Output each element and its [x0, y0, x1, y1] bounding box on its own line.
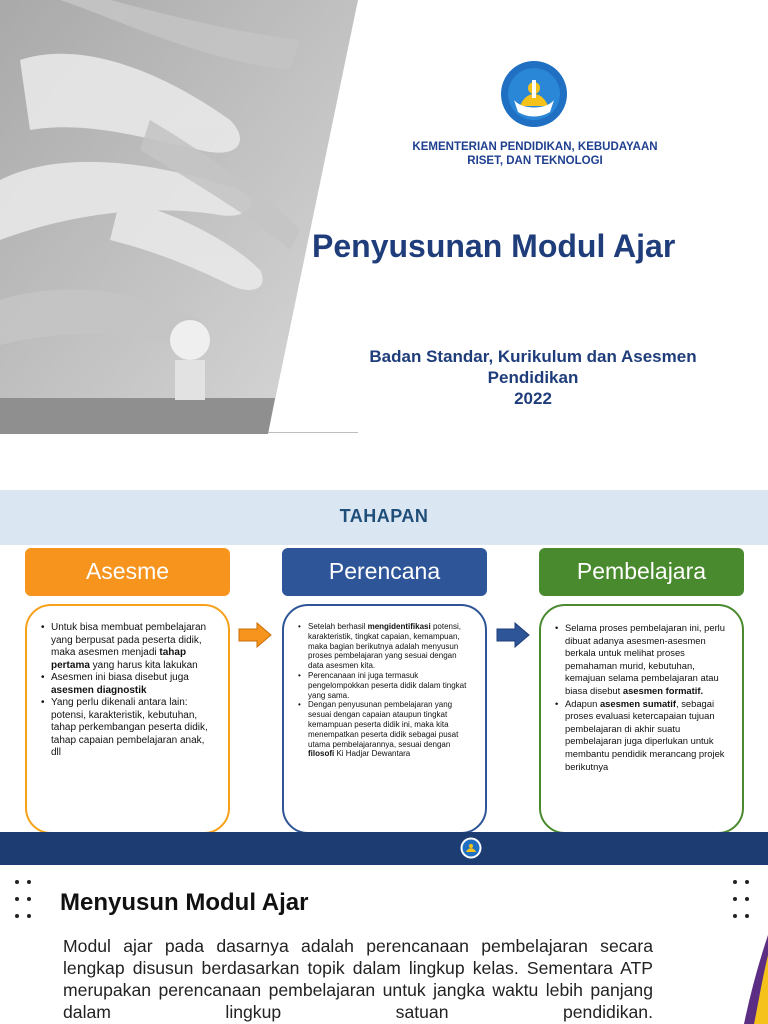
stage-box-pembelajaran: [539, 604, 744, 834]
tut-wuri-handayani-logo: [460, 837, 482, 859]
bullet-item: • Dengan penyusunan pembelajaran yang sesuai dengan capaian ataupun tingkat kemampuan peserta didik ini, maka kita menempatkan peserta didik sebagai pusat utama pembelajarannya, sesuai dengan filosofi Ki Hadjar Dewantara: [298, 700, 471, 759]
cover-year: 2022: [514, 389, 552, 408]
cover-slide: [0, 0, 768, 440]
bullet-item: • Adapun asesmen sumatif, sebagai proses evaluasi ketercapaian tujuan pembelajaran di akhir suatu pembelajaran juga diperlukan untuk membantu pendidik merancang projek berikutnya: [555, 698, 728, 774]
stage-box-perencanaan: [282, 604, 487, 834]
tahapan-title: TAHAPAN: [339, 506, 429, 526]
footer-band: [0, 832, 768, 865]
bullet-item: • Yang perlu dikenali antara lain: potensi, karakteristik, kebutuhan, tahap perkembangan peserta didik, tahap capaian pembelajaran anak, dll: [41, 697, 214, 760]
tut-wuri-handayani-logo: [500, 60, 568, 128]
ministry-line-1: KEMENTERIAN PENDIDIKAN, KEBUDAYAAN: [412, 141, 658, 153]
arrow-right-icon: [496, 622, 530, 648]
modul-body: Modul ajar pada dasarnya adalah perencanaan pembelajaran secara lengkap disusun berdasarkan topik dalam lingkup kelas. Sementara ATP merupakan perencanaan pembelajaran untuk jangka waktu lebih panjang dalam lingkup satuan pendidikan.: [63, 936, 653, 1022]
subtitle-line-2: Pendidikan: [487, 368, 579, 387]
stage-box-asesmen: [25, 604, 230, 834]
bullet-item: • Setelah berhasil mengidentifikasi potensi, karakteristik, tingkat capaian, kemampuan, maka bagian berikutnya adalah menyusun proses pembelajaran yang sesuai dengan data asesmen kita.: [298, 622, 471, 671]
modul-ajar-slide: [0, 865, 768, 1024]
cover-subtitle: [330, 346, 736, 409]
bullet-item: • Asesmen ini biasa disebut juga asesmen diagnostik: [41, 672, 214, 697]
bullet-item: • Selama proses pembelajaran ini, perlu dibuat adanya asesmen-asesmen berkala untuk melihat proses pemahaman murid, kebutuhan, kemajuan selama pembelajaran atau biasa disebut asesmen formatif.: [555, 622, 728, 698]
arrow-right-icon: [238, 622, 272, 648]
dots-decoration-icon: [14, 879, 34, 929]
dots-decoration-icon: [732, 879, 752, 929]
cover-title: Penyusunan Modul Ajar: [312, 228, 676, 264]
bullet-item: • Untuk bisa membuat pembelajaran yang berpusat pada peserta didik, maka asesmen menjadi tahap pertama yang harus kita lakukan: [41, 622, 214, 672]
tahapan-slide: [0, 490, 768, 865]
subtitle-line-1: Badan Standar, Kurikulum dan Asesmen: [369, 347, 697, 366]
bullet-item: • Perencanaan ini juga termasuk pengelompokkan peserta didik dalam tingkat yang sama.: [298, 671, 471, 700]
modul-title: Menyusun Modul Ajar: [60, 889, 309, 916]
ministry-line-2: RISET, DAN TEKNOLOGI: [467, 155, 603, 167]
stage-header-pembelajaran: Pembelajara: [539, 548, 744, 596]
hands-photo: [0, 0, 360, 434]
corner-decoration: [740, 935, 768, 1024]
ministry-name: [380, 140, 690, 168]
divider-line: [268, 432, 358, 433]
stage-header-asesmen: Asesme: [25, 548, 230, 596]
stage-header-perencanaan: Perencana: [282, 548, 487, 596]
